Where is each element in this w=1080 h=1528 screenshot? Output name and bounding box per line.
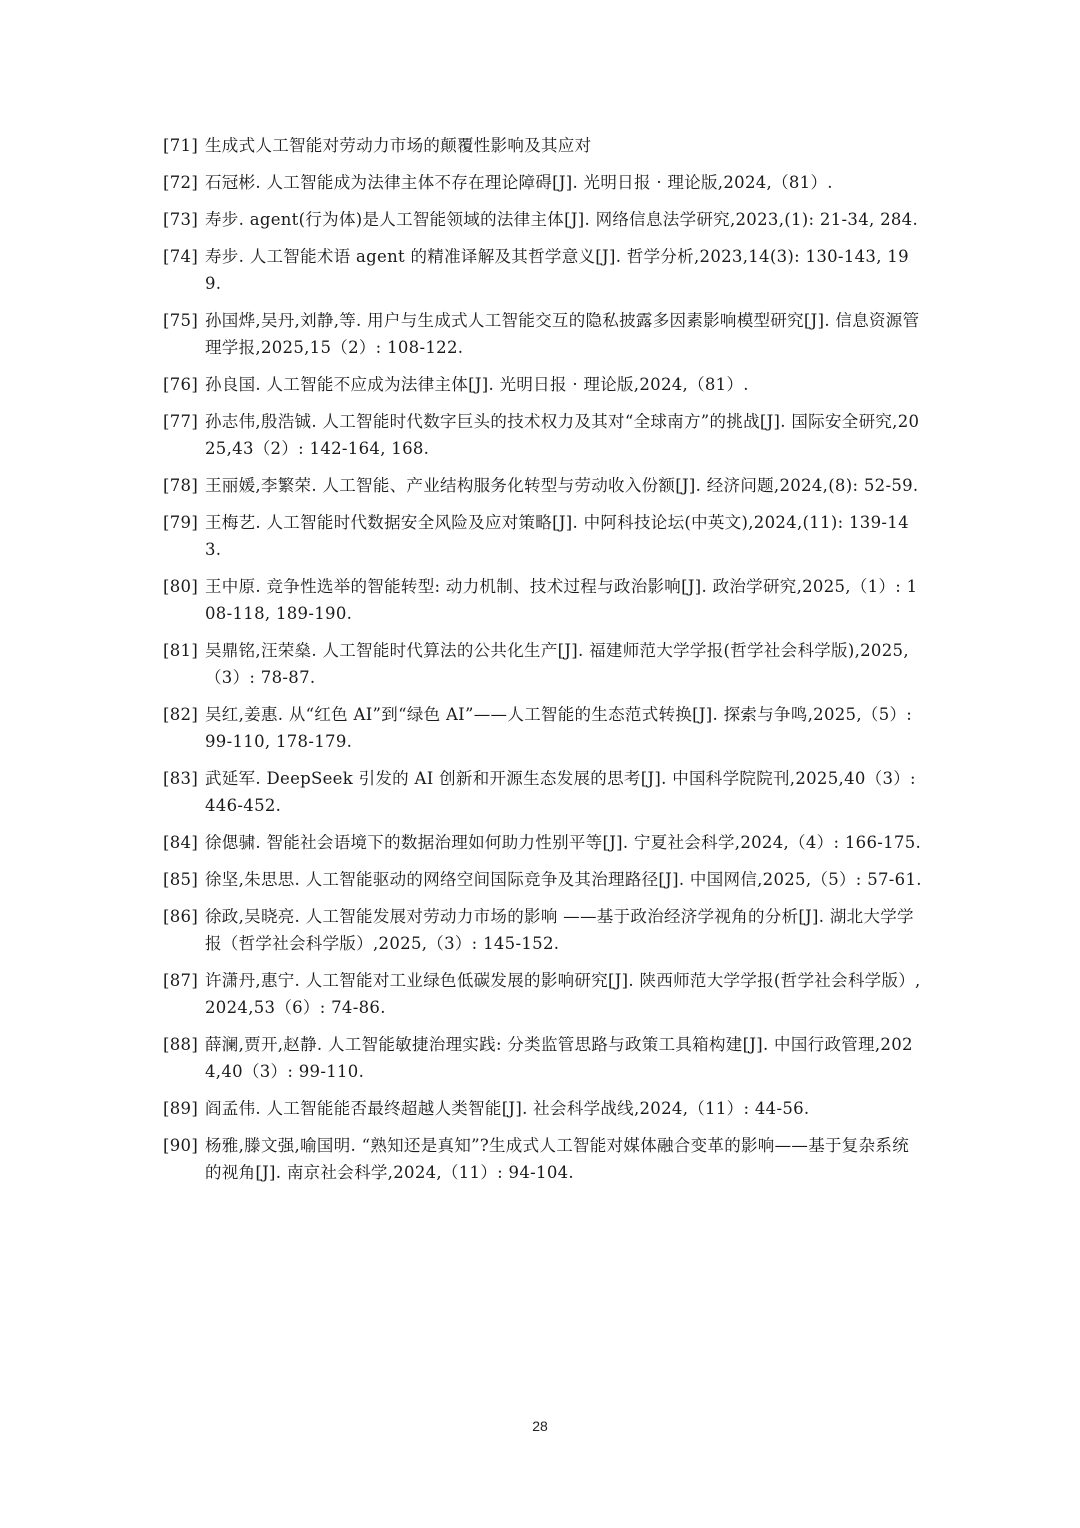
reference-number: [86]	[163, 907, 199, 926]
reference-number: [85]	[163, 870, 199, 889]
reference-text: 武延军. DeepSeek 引发的 AI 创新和开源生态发展的思考[J]. 中国科学院院刊,2025,40（3）: 446-452.	[205, 769, 916, 815]
reference-number: [89]	[163, 1099, 199, 1118]
reference-item	[163, 1031, 923, 1085]
reference-number: [71]	[163, 136, 199, 155]
reference-list	[163, 132, 923, 1196]
reference-item	[163, 243, 923, 297]
reference-item	[163, 967, 923, 1021]
reference-number: [73]	[163, 210, 199, 229]
reference-number: [82]	[163, 705, 199, 724]
reference-number: [72]	[163, 173, 199, 192]
reference-text: 王梅艺. 人工智能时代数据安全风险及应对策略[J]. 中阿科技论坛(中英文),2024,(11): 139-143.	[205, 513, 909, 559]
reference-item	[163, 765, 923, 819]
reference-item	[163, 1132, 923, 1186]
reference-number: [79]	[163, 513, 199, 532]
reference-text: 石冠彬. 人工智能成为法律主体不存在理论障碍[J]. 光明日报 · 理论版,2024,（81）.	[205, 173, 833, 192]
reference-item	[163, 866, 923, 893]
reference-number: [84]	[163, 833, 199, 852]
reference-number: [74]	[163, 247, 199, 266]
reference-number: [78]	[163, 476, 199, 495]
reference-text: 寿步. 人工智能术语 agent 的精准译解及其哲学意义[J]. 哲学分析,2023,14(3): 130-143, 199.	[205, 247, 909, 293]
reference-number: [90]	[163, 1136, 199, 1155]
reference-item	[163, 132, 923, 159]
reference-number: [88]	[163, 1035, 199, 1054]
reference-text: 吴鼎铭,汪荣燊. 人工智能时代算法的公共化生产[J]. 福建师范大学学报(哲学社会科学版),2025,（3）: 78-87.	[205, 641, 909, 687]
reference-text: 王中原. 竞争性选举的智能转型: 动力机制、技术过程与政治影响[J]. 政治学研究,2025,（1）: 108-118, 189-190.	[205, 577, 918, 623]
reference-text: 许潇丹,惠宁. 人工智能对工业绿色低碳发展的影响研究[J]. 陕西师范大学学报(哲学社会科学版）,2024,53（6）: 74-86.	[205, 971, 921, 1017]
reference-number: [75]	[163, 311, 199, 330]
reference-text: 阎孟伟. 人工智能能否最终超越人类智能[J]. 社会科学战线,2024,（11）: 44-56.	[205, 1099, 810, 1118]
reference-item	[163, 307, 923, 361]
reference-text: 孙志伟,殷浩铖. 人工智能时代数字巨头的技术权力及其对“全球南方”的挑战[J]. 国际安全研究,2025,43（2）: 142-164, 168.	[205, 412, 920, 458]
reference-item	[163, 903, 923, 957]
reference-text: 薛澜,贾开,赵静. 人工智能敏捷治理实践: 分类监管思路与政策工具箱构建[J]. 中国行政管理,2024,40（3）: 99-110.	[205, 1035, 913, 1081]
reference-number: [83]	[163, 769, 199, 788]
reference-text: 杨雅,滕文强,喻国明. “熟知还是真知”?生成式人工智能对媒体融合变革的影响——基于复杂系统的视角[J]. 南京社会科学,2024,（11）: 94-104.	[205, 1136, 909, 1182]
reference-item	[163, 701, 923, 755]
reference-item	[163, 206, 923, 233]
reference-item	[163, 829, 923, 856]
reference-text: 生成式人工智能对劳动力市场的颠覆性影响及其应对	[205, 136, 592, 155]
reference-number: [80]	[163, 577, 199, 596]
reference-item	[163, 637, 923, 691]
reference-item	[163, 1095, 923, 1122]
reference-text: 王丽媛,李繁荣. 人工智能、产业结构服务化转型与劳动收入份额[J]. 经济问题,2024,(8): 52-59.	[205, 476, 919, 495]
reference-number: [87]	[163, 971, 199, 990]
reference-text: 徐偲骕. 智能社会语境下的数据治理如何助力性别平等[J]. 宁夏社会科学,2024,（4）: 166-175.	[205, 833, 922, 852]
reference-text: 吴红,姜惠. 从“红色 AI”到“绿色 AI”——人工智能的生态范式转换[J]. 探索与争鸣,2025,（5）: 99-110, 178-179.	[205, 705, 913, 751]
reference-text: 孙国烨,吴丹,刘静,等. 用户与生成式人工智能交互的隐私披露多因素影响模型研究[J]. 信息资源管理学报,2025,15（2）: 108-122.	[205, 311, 920, 357]
reference-item	[163, 169, 923, 196]
reference-item	[163, 573, 923, 627]
reference-item	[163, 371, 923, 398]
reference-number: [77]	[163, 412, 199, 431]
reference-item	[163, 509, 923, 563]
reference-text: 徐政,吴晓亮. 人工智能发展对劳动力市场的影响 ——基于政治经济学视角的分析[J]. 湖北大学学报（哲学社会科学版）,2025,（3）: 145-152.	[205, 907, 914, 953]
reference-text: 徐坚,朱思思. 人工智能驱动的网络空间国际竞争及其治理路径[J]. 中国网信,2025,（5）: 57-61.	[205, 870, 922, 889]
reference-text: 孙良国. 人工智能不应成为法律主体[J]. 光明日报 · 理论版,2024,（81）.	[205, 375, 749, 394]
page-number: 28	[532, 1418, 548, 1434]
reference-item	[163, 472, 923, 499]
reference-number: [81]	[163, 641, 199, 660]
reference-number: [76]	[163, 375, 199, 394]
reference-item	[163, 408, 923, 462]
reference-text: 寿步. agent(行为体)是人工智能领域的法律主体[J]. 网络信息法学研究,2023,(1): 21-34, 284.	[205, 210, 919, 229]
